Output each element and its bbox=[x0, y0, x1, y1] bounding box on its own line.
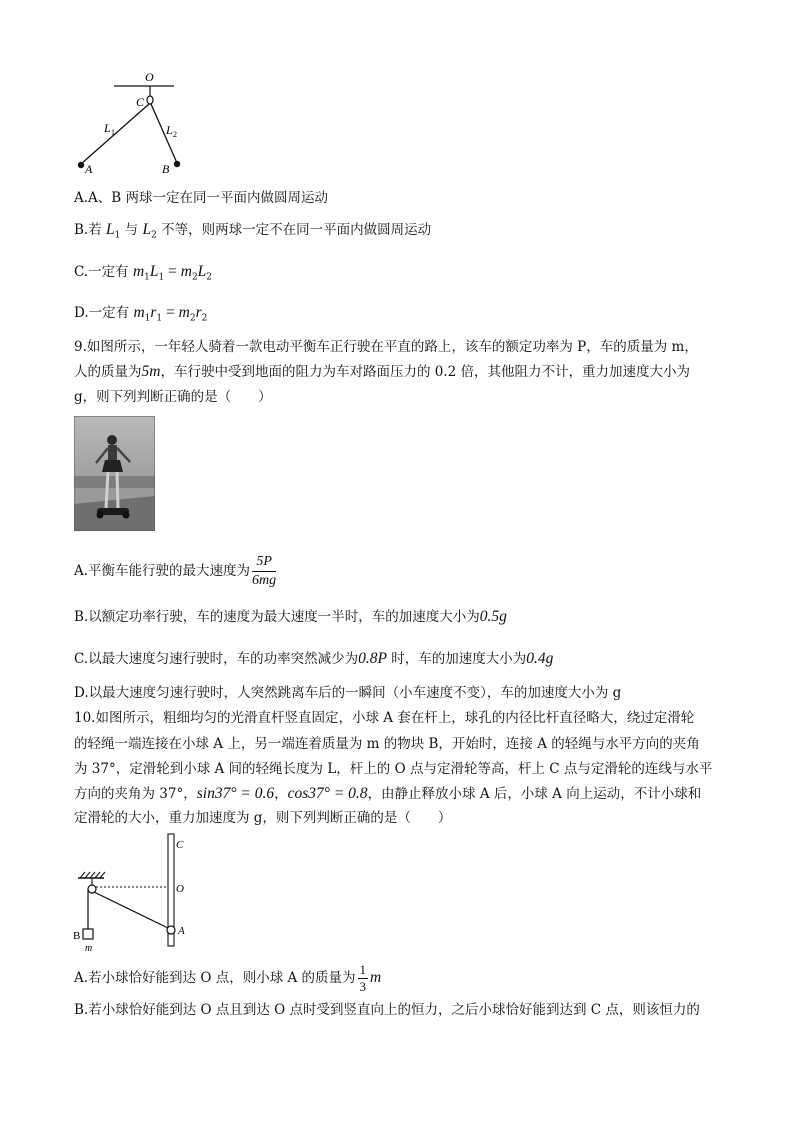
q9-option-a bbox=[74, 552, 278, 590]
q9-c-val: 0.8P bbox=[358, 650, 387, 667]
q10-line4-sep: ， bbox=[274, 786, 288, 802]
q8-c-l1: L bbox=[149, 263, 159, 280]
label-l1-sub: 1 bbox=[111, 128, 115, 137]
q9-line2-pre: 人的质量为 bbox=[74, 364, 142, 380]
q10-sin: sin37° = 0.6 bbox=[196, 785, 275, 802]
q8-c-m2-sub: 2 bbox=[191, 272, 198, 283]
q8-d-m2-sub: 2 bbox=[189, 313, 196, 324]
q9-a-denominator: 6mg bbox=[252, 573, 277, 588]
q10-a-pre: A.若小球恰好能到达 O 点，则小球 A 的质量为 bbox=[74, 970, 356, 986]
q8-c-l2: L bbox=[197, 263, 207, 280]
q9-b-val: 0.5g bbox=[479, 608, 507, 625]
q8-d-m1-sub: 1 bbox=[144, 313, 151, 324]
q10-stem-line5: 定滑轮的大小，重力加速度为 g，则下列判断正确的是（ ） bbox=[74, 810, 452, 826]
q8-d-m2: m bbox=[178, 304, 190, 321]
q10-a-post: m bbox=[370, 969, 382, 986]
ball-a bbox=[78, 162, 84, 168]
q10-option-b: B.若小球恰好能到达 O 点且到达 O 点时受到竖直向上的恒力，之后小球恰好能到达到 C 点，则该恒力的 bbox=[74, 1002, 700, 1018]
ring-c bbox=[147, 96, 153, 104]
photo-balance-scooter bbox=[74, 416, 155, 531]
q8-d-m1: m bbox=[133, 304, 145, 321]
q9-c-val2: 0.4g bbox=[526, 650, 554, 667]
label-m: m bbox=[85, 943, 93, 954]
q8-d-r1-sub: 1 bbox=[156, 313, 163, 324]
q8-d-eq: = bbox=[162, 304, 179, 321]
q9-c-pre: C.以最大速度匀速行驶时，车的功率突然减少为 bbox=[74, 651, 359, 667]
q8-option-a: A.A、B 两球一定在同一平面内做圆周运动 bbox=[74, 190, 329, 206]
label-l2-sub: 2 bbox=[173, 130, 177, 139]
q10-a-fraction bbox=[358, 962, 369, 995]
label-a: A bbox=[178, 925, 185, 937]
q8-c-l2-sub: 2 bbox=[206, 272, 213, 283]
q9-stem-line1: 9.如图所示，一年轻人骑着一款电动平衡车正行驶在平直的路上，该车的额定功率为 P，车的质量为 m， bbox=[74, 339, 698, 355]
q9-a-pre: A.平衡车能行驶的最大速度为 bbox=[74, 563, 251, 579]
q8-b-pre: B.若 bbox=[74, 222, 107, 238]
q9-b-pre: B.以额定功率行驶，车的速度为最大速度一半时，车的加速度大小为 bbox=[74, 609, 480, 625]
label-o: O bbox=[176, 883, 184, 895]
q9-stem-line2 bbox=[74, 362, 690, 382]
q9-line2-math: 5m bbox=[141, 363, 161, 380]
q8-d-pre: D.一定有 bbox=[74, 305, 134, 321]
q10-line4-pre: 方向的夹角为 37°， bbox=[74, 786, 197, 802]
string-l1 bbox=[81, 104, 149, 164]
q9-stem-line3: g，则下列判断正确的是（ ） bbox=[74, 389, 272, 405]
label-b: B bbox=[162, 162, 170, 176]
q8-c-m1: m bbox=[132, 263, 145, 280]
q9-option-d: D.以最大速度匀速行驶时，人突然跳离车后的一瞬间（小车速度不变），车的加速度大小为 g bbox=[74, 685, 622, 701]
q10-a-numerator: 1 bbox=[359, 962, 367, 977]
label-b: B bbox=[73, 930, 81, 942]
label-l1: L bbox=[104, 121, 111, 135]
rope-to-a bbox=[94, 892, 170, 929]
q8-d-r2: r bbox=[195, 304, 202, 321]
q8-b-l1: L bbox=[106, 221, 115, 238]
q8-b-l1-sub: 1 bbox=[114, 230, 121, 241]
block-b bbox=[83, 929, 93, 939]
q8-d-r1: r bbox=[150, 304, 157, 321]
figure-conical-pendulums bbox=[70, 70, 190, 176]
q8-option-d bbox=[74, 303, 207, 329]
q10-stem-line2: 的轻绳一端连接在小球 A 上，另一端连着质量为 m 的物块 B，开始时，连接 A 的轻绳与水平方向的夹角 bbox=[74, 736, 700, 752]
q8-option-b bbox=[74, 220, 431, 246]
q8-c-m2: m bbox=[180, 263, 192, 280]
q8-b-l2-sub: 2 bbox=[151, 230, 157, 241]
q10-line4-post: ，由静止释放小球 A 后，小球 A 向上运动，不计小球和 bbox=[367, 786, 702, 802]
figure-pulley-rod bbox=[70, 830, 200, 955]
q8-b-post: 不等，则两球一定不在同一平面内做圆周运动 bbox=[156, 222, 432, 238]
q10-option-a bbox=[74, 960, 381, 996]
q10-a-denominator: 3 bbox=[359, 979, 367, 994]
label-o: O bbox=[145, 70, 154, 84]
q8-c-m1-sub: 1 bbox=[144, 272, 150, 283]
q8-c-pre: C.一定有 bbox=[74, 264, 133, 280]
q10-stem-line4 bbox=[74, 784, 701, 804]
q8-b-mid: 与 bbox=[120, 222, 143, 238]
q10-cos: cos37° = 0.8 bbox=[287, 785, 368, 802]
label-l2: L bbox=[166, 123, 173, 137]
q9-c-mid: 时，车的加速度大小为 bbox=[386, 651, 527, 667]
ball-b bbox=[174, 161, 180, 167]
q8-option-c bbox=[74, 262, 212, 288]
q9-option-c bbox=[74, 649, 553, 669]
q8-c-l1-sub: 1 bbox=[158, 272, 165, 283]
q9-option-b bbox=[74, 607, 507, 627]
q9-a-numerator: 5P bbox=[252, 553, 276, 572]
q10-stem-line3: 为 37°，定滑轮到小球 A 间的轻绳长度为 L，杆上的 O 点与定滑轮等高，杆上 C 点与定滑轮的连线与水平 bbox=[74, 761, 713, 777]
q8-c-eq: = bbox=[164, 263, 181, 280]
q9-a-fraction bbox=[252, 553, 276, 590]
label-c: C bbox=[176, 839, 184, 851]
ball-a bbox=[167, 926, 175, 934]
q8-b-l2: L bbox=[142, 221, 152, 238]
label-c: C bbox=[136, 95, 145, 109]
q10-stem-line1: 10.如图所示，粗细均匀的光滑直杆竖直固定，小球 A 套在杆上，球孔的内径比杆直径略大，绕过定滑轮 bbox=[74, 710, 695, 726]
label-a: A bbox=[85, 162, 93, 176]
q8-d-r2-sub: 2 bbox=[201, 313, 208, 324]
q9-line2-post: ，车行驶中受到地面的阻力为车对路面压力的 0.2 倍，其他阻力不计，重力加速度大小为 bbox=[160, 364, 691, 380]
